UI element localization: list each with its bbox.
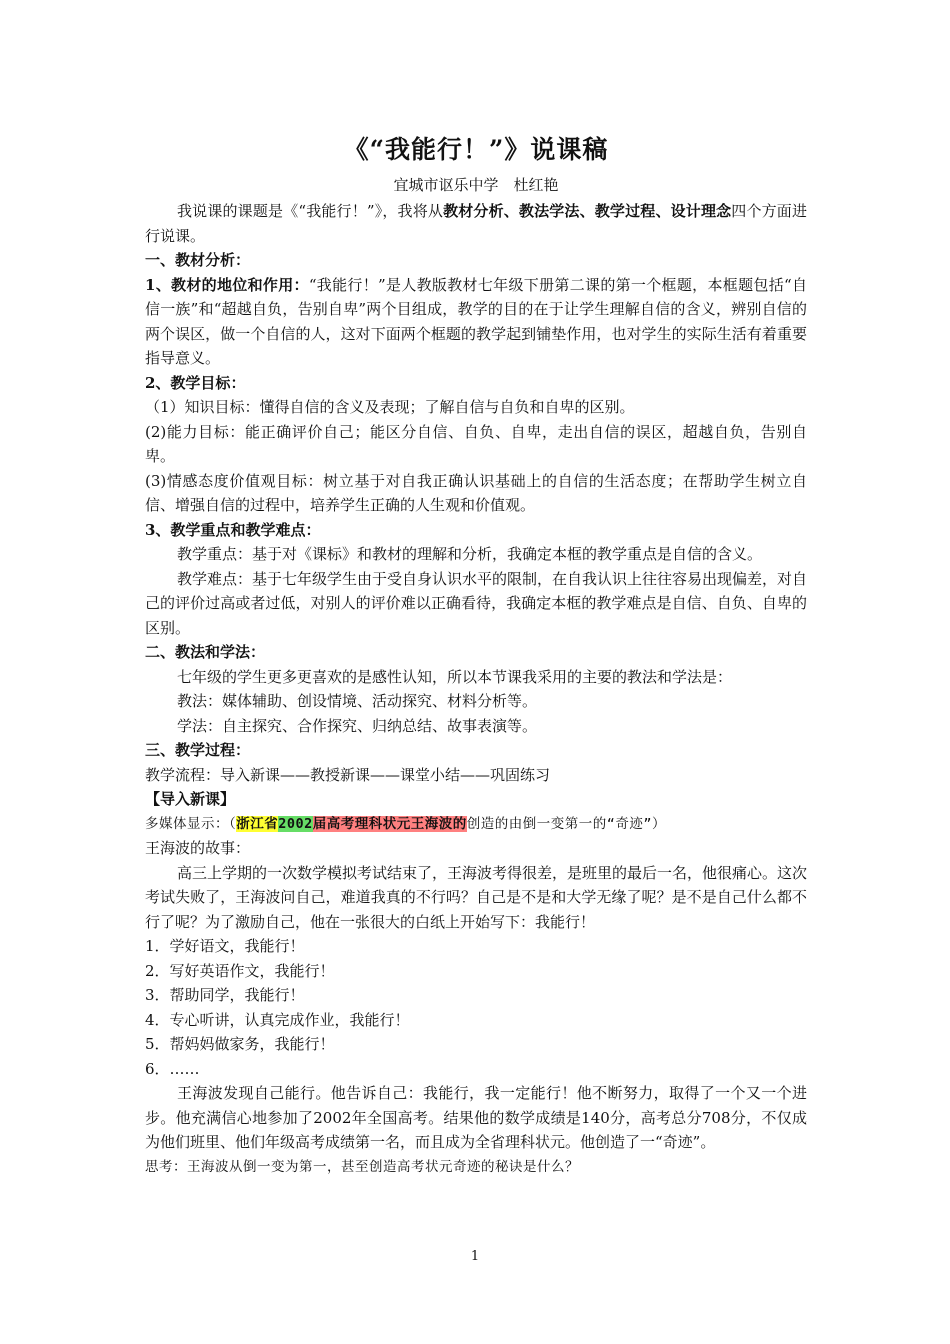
document-page [145,130,807,1179]
page-number: 1 [470,1249,480,1264]
material-position-text: “我能行！”是人教版教材七年级下册第二课的第一个框题，本框题包括“自信一族”和“超越自负，告别自卑”两个目组成，教学的目的在于让学生理解自信的含义，辨别自信的两个误区，做一个自信的人，这对下面两个框题的教学起到铺垫作用，也对学生的实际生活有着重要指导意义。 [145,275,807,367]
list-item: 2．写好英语作文，我能行！ [145,961,335,980]
story-label: 王海波的故事： [145,839,251,857]
learning-methods: 学法：自主探究、合作探究、归纳总结、故事表演等。 [177,716,538,735]
subheading-intro-lesson: 【导入新课】 [145,790,236,808]
subheading-keypoints: 3、教学重点和教学难点： [145,520,321,539]
subheading-position: 1、教材的地位和作用： [145,275,309,294]
intro-bold: 教材分析、教法学法、教学过程、设计理念 [443,202,732,220]
list-item: 4．专心听讲，认真完成作业，我能行！ [145,1010,410,1029]
section-heading-3: 三、教学过程： [145,741,251,759]
list-item: 5．帮妈妈做家务，我能行！ [145,1035,335,1053]
highlight-year: 2002 [278,815,313,832]
story-paragraph-2: 王海波发现自己能行。他告诉自己：我能行，我一定能行！他不断努力，取得了一个又一个进步。他充满信心地参加了2002年全国高考。结果他的数学成绩是140分，高考总分708分，不仅成为他们班里、他们年级高考成绩第一名，而且成为全省理科状元。他创造了一“奇迹”。 [145,1084,807,1151]
list-item: 6．…… [145,1059,200,1078]
section-heading-2: 二、教法和学法： [145,643,266,661]
method-intro: 七年级的学生更多更喜欢的是感性认知，所以本节课我采用的主要的教法和学法是： [177,667,733,686]
media-prefix: 多媒体显示：（ [145,815,237,832]
teaching-flow: 教学流程：导入新课——教授新课——课堂小结——巩固练习 [145,765,551,784]
media-display-line [145,812,807,837]
subheading-goals: 2、教学目标： [145,373,246,392]
teaching-methods: 教法：媒体辅助、创设情境、活动探究、材料分析等。 [177,692,538,710]
intro-prefix: 我说课的课题是《“我能行！”》，我将从 [177,202,444,220]
list-item: 3．帮助同学，我能行！ [145,986,305,1004]
story-paragraph-1: 高三上学期的一次数学模拟考试结束了，王海波考得很差，是班里的最后一名，他很痛心。这次考试失败了，王海波问自己，难道我真的不行吗？自己是不是和大学无缘了呢？是不是自己什么都不行了呢？为了激励自己，他在一张很大的白纸上开始写下：我能行！ [145,863,808,931]
media-suffix: 创造的由倒一变第一的“奇迹”） [466,815,667,832]
intro-paragraph [145,199,807,248]
goal-ability: (2)能力目标：能正确评价自己；能区分自信、自负、自卑，走出自信的误区，超越自负，告别自卑。 [145,422,807,465]
key-point-paragraph: 教学重点：基于对《课标》和教材的理解和分析，我确定本框的教学重点是自信的含义。 [177,545,763,563]
list-item: 1．学好语文，我能行！ [145,937,305,955]
highlight-province: 浙江省 [236,815,279,832]
think-question: 思考：王海波从倒一变为第一，甚至创造高考状元奇迹的秘诀是什么？ [145,1158,579,1175]
intro-suffix: 四个方面进行说课。 [145,202,807,245]
page-title: 《“我能行！”》说课稿 [343,135,609,164]
section-heading-1: 一、教材分析： [145,251,251,269]
difficulty-paragraph: 教学难点：基于七年级学生由于受自身认识水平的限制，在自我认识上往往容易出现偏差，对自己的评价过高或者过低，对别人的评价难以正确看待，我确定本框的教学难点是自信、自负、自卑的区别。 [145,569,808,637]
author-byline: 宜城市讴乐中学 杜红艳 [393,176,559,194]
goal-attitude: (3)情感态度价值观目标：树立基于对自我正确认识基础上的自信的生活态度；在帮助学生树立自信、增强自信的过程中，培养学生正确的人生观和价值观。 [145,471,807,514]
goal-knowledge: （1）知识目标：懂得自信的含义及表现；了解自信与自负和自卑的区别。 [145,398,635,416]
material-position-paragraph [145,273,807,371]
highlight-champion: 届高考理科状元王海波的 [312,815,467,832]
